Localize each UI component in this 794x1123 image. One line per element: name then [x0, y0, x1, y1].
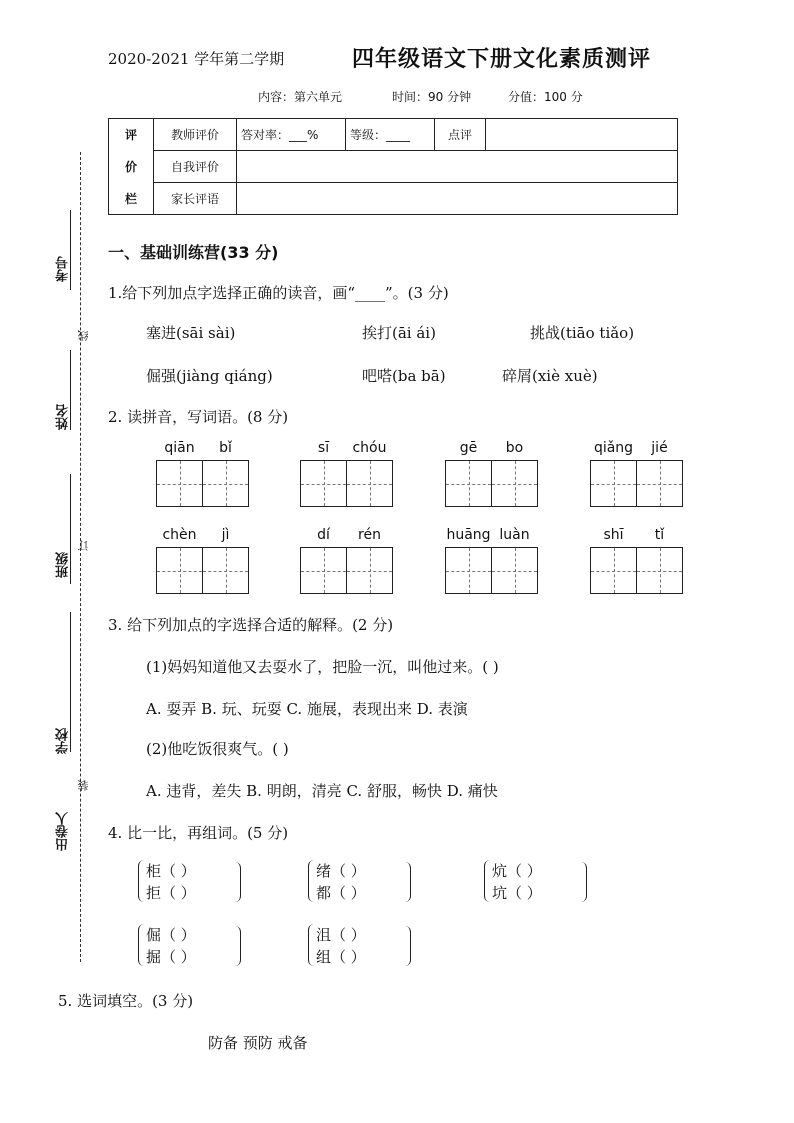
name-label: 姓名	[56, 404, 71, 430]
q4-word[interactable]: 拒（ ）	[146, 884, 196, 902]
grade-field[interactable]: 等级：____	[346, 119, 435, 151]
left-brace	[138, 924, 145, 966]
exam-id-label: 考号	[56, 256, 71, 282]
writing-grid[interactable]	[445, 460, 537, 507]
pinyin-label: chóu	[352, 440, 387, 456]
q4-pair[interactable]	[146, 924, 196, 968]
writing-grid[interactable]	[590, 547, 682, 594]
tian-zi-ge-cell[interactable]	[491, 460, 538, 507]
q4-prompt: 4. 比一比，再组词。(5 分)	[108, 824, 289, 842]
evaluation-table	[108, 118, 678, 215]
tian-zi-ge-cell[interactable]	[636, 460, 683, 507]
tian-zi-ge-cell[interactable]	[445, 460, 492, 507]
tian-zi-ge-cell[interactable]	[346, 460, 393, 507]
pinyin-label: dí	[317, 527, 330, 543]
eval-side-2: 价	[109, 151, 154, 183]
self-eval-label: 自我评价	[154, 151, 237, 183]
q4-word[interactable]: 绪（ ）	[316, 862, 366, 880]
q4-word[interactable]: 沮（ ）	[316, 926, 366, 944]
right-brace	[580, 862, 587, 902]
q1-item[interactable]: 倔强(jiàng qiáng)	[146, 367, 273, 385]
writing-grid[interactable]	[156, 547, 248, 594]
q5-prompt: 5. 选词填空。(3 分)	[58, 992, 194, 1010]
right-brace	[234, 862, 241, 902]
score-info: 分值：100 分	[508, 90, 583, 104]
cut-word-fix: 装	[77, 780, 90, 791]
writing-grid[interactable]	[590, 460, 682, 507]
pinyin-label: sī	[317, 440, 330, 456]
pinyin-label: huāng	[446, 527, 491, 543]
parent-eval-label: 家长评语	[154, 183, 237, 215]
accuracy-field[interactable]: 答对率：___%	[237, 119, 346, 151]
tian-zi-ge-cell[interactable]	[156, 547, 203, 594]
left-brace	[308, 860, 315, 902]
pinyin-label: luàn	[499, 527, 530, 543]
binding-line	[80, 152, 81, 962]
q4-pair[interactable]	[316, 924, 366, 968]
left-brace	[138, 860, 145, 902]
tian-zi-ge-cell[interactable]	[491, 547, 538, 594]
q4-pair[interactable]	[316, 860, 366, 904]
eval-side-1: 评	[109, 119, 154, 151]
page-title: 四年级语文下册文化素质测评	[352, 46, 652, 72]
parent-eval-field[interactable]	[237, 183, 678, 215]
pinyin-label: tǐ	[654, 527, 665, 543]
content-info: 内容：第六单元	[258, 90, 343, 104]
pinyin-label: bo	[505, 440, 524, 456]
q3-sentence-1[interactable]: (1)妈妈知道他又去耍水了，把脸一沉，叫他过来。( )	[146, 658, 499, 676]
q1-item[interactable]: 挨打(āi ái)	[362, 324, 436, 342]
q4-word[interactable]: 炕（ ）	[492, 862, 542, 880]
q1-item[interactable]: 塞进(sāi sài)	[146, 324, 236, 342]
tian-zi-ge-cell[interactable]	[590, 547, 637, 594]
writing-grid[interactable]	[300, 460, 392, 507]
q4-word[interactable]: 组（ ）	[316, 948, 366, 966]
term-label: 2020-2021 学年第二学期	[108, 50, 285, 68]
q4-pair[interactable]	[492, 860, 542, 904]
writing-grid[interactable]	[300, 547, 392, 594]
q2-prompt: 2. 读拼音，写词语。(8 分)	[108, 408, 289, 426]
pinyin-label: rén	[358, 527, 381, 543]
self-eval-field[interactable]	[237, 151, 678, 183]
pinyin-label: gē	[459, 440, 478, 456]
q3-options-2: A. 违背，差失 B. 明朗，清亮 C. 舒服，畅快 D. 痛快	[146, 782, 498, 800]
pinyin-label: chèn	[162, 527, 197, 543]
section-title: 一、基础训练营(33 分)	[108, 243, 279, 262]
q3-prompt: 3. 给下列加点的字选择合适的解释。(2 分)	[108, 616, 394, 634]
q4-pair[interactable]	[146, 860, 196, 904]
pinyin-label: qiǎng	[593, 440, 634, 456]
time-info: 时间：90 分钟	[392, 90, 472, 104]
pinyin-label: jì	[221, 527, 230, 543]
pinyin-label: jié	[651, 440, 668, 456]
tian-zi-ge-cell[interactable]	[202, 547, 249, 594]
q1-prompt: 1.给下列加点字选择正确的读音，画“____”。(3 分)	[108, 284, 449, 302]
pinyin-label: bǐ	[219, 440, 232, 456]
tian-zi-ge-cell[interactable]	[346, 547, 393, 594]
q1-item[interactable]: 碎屑(xiè xuè)	[502, 367, 598, 385]
left-brace	[484, 860, 491, 902]
right-brace	[234, 926, 241, 966]
right-brace	[404, 862, 411, 902]
tian-zi-ge-cell[interactable]	[590, 460, 637, 507]
writing-grid[interactable]	[156, 460, 248, 507]
q1-item[interactable]: 吧嗒(ba bā)	[362, 367, 446, 385]
q4-word[interactable]: 倔（ ）	[146, 926, 196, 944]
cut-word-line: 线	[77, 330, 90, 341]
setter-label: 出卷人	[56, 812, 71, 851]
eval-side-3: 栏	[109, 183, 154, 215]
q4-word[interactable]: 柜（ ）	[146, 862, 196, 880]
q1-item[interactable]: 挑战(tiāo tiǎo)	[530, 324, 635, 342]
left-brace	[308, 924, 315, 966]
cut-word-bind: 订	[77, 540, 90, 551]
tian-zi-ge-cell[interactable]	[156, 460, 203, 507]
q3-sentence-2[interactable]: (2)他吃饭很爽气。( )	[146, 740, 289, 758]
q4-word[interactable]: 坑（ ）	[492, 884, 542, 902]
q5-word-choices: 防备 预防 戒备	[208, 1034, 308, 1052]
q3-options-1: A. 耍弄 B. 玩、玩耍 C. 施展，表现出来 D. 表演	[146, 700, 468, 718]
q4-word[interactable]: 都（ ）	[316, 884, 366, 902]
tian-zi-ge-cell[interactable]	[636, 547, 683, 594]
q4-word[interactable]: 掘（ ）	[146, 948, 196, 966]
teacher-eval-label: 教师评价	[154, 119, 237, 151]
school-label: 学校	[56, 728, 71, 754]
right-brace	[404, 926, 411, 966]
class-label: 班级	[56, 552, 71, 578]
tian-zi-ge-cell[interactable]	[300, 460, 347, 507]
comment-label: 点评	[435, 119, 486, 151]
tian-zi-ge-cell[interactable]	[202, 460, 249, 507]
tian-zi-ge-cell[interactable]	[445, 547, 492, 594]
comment-field[interactable]	[486, 119, 678, 151]
pinyin-label: shī	[603, 527, 624, 543]
writing-grid[interactable]	[445, 547, 537, 594]
tian-zi-ge-cell[interactable]	[300, 547, 347, 594]
pinyin-label: qiān	[164, 440, 195, 456]
